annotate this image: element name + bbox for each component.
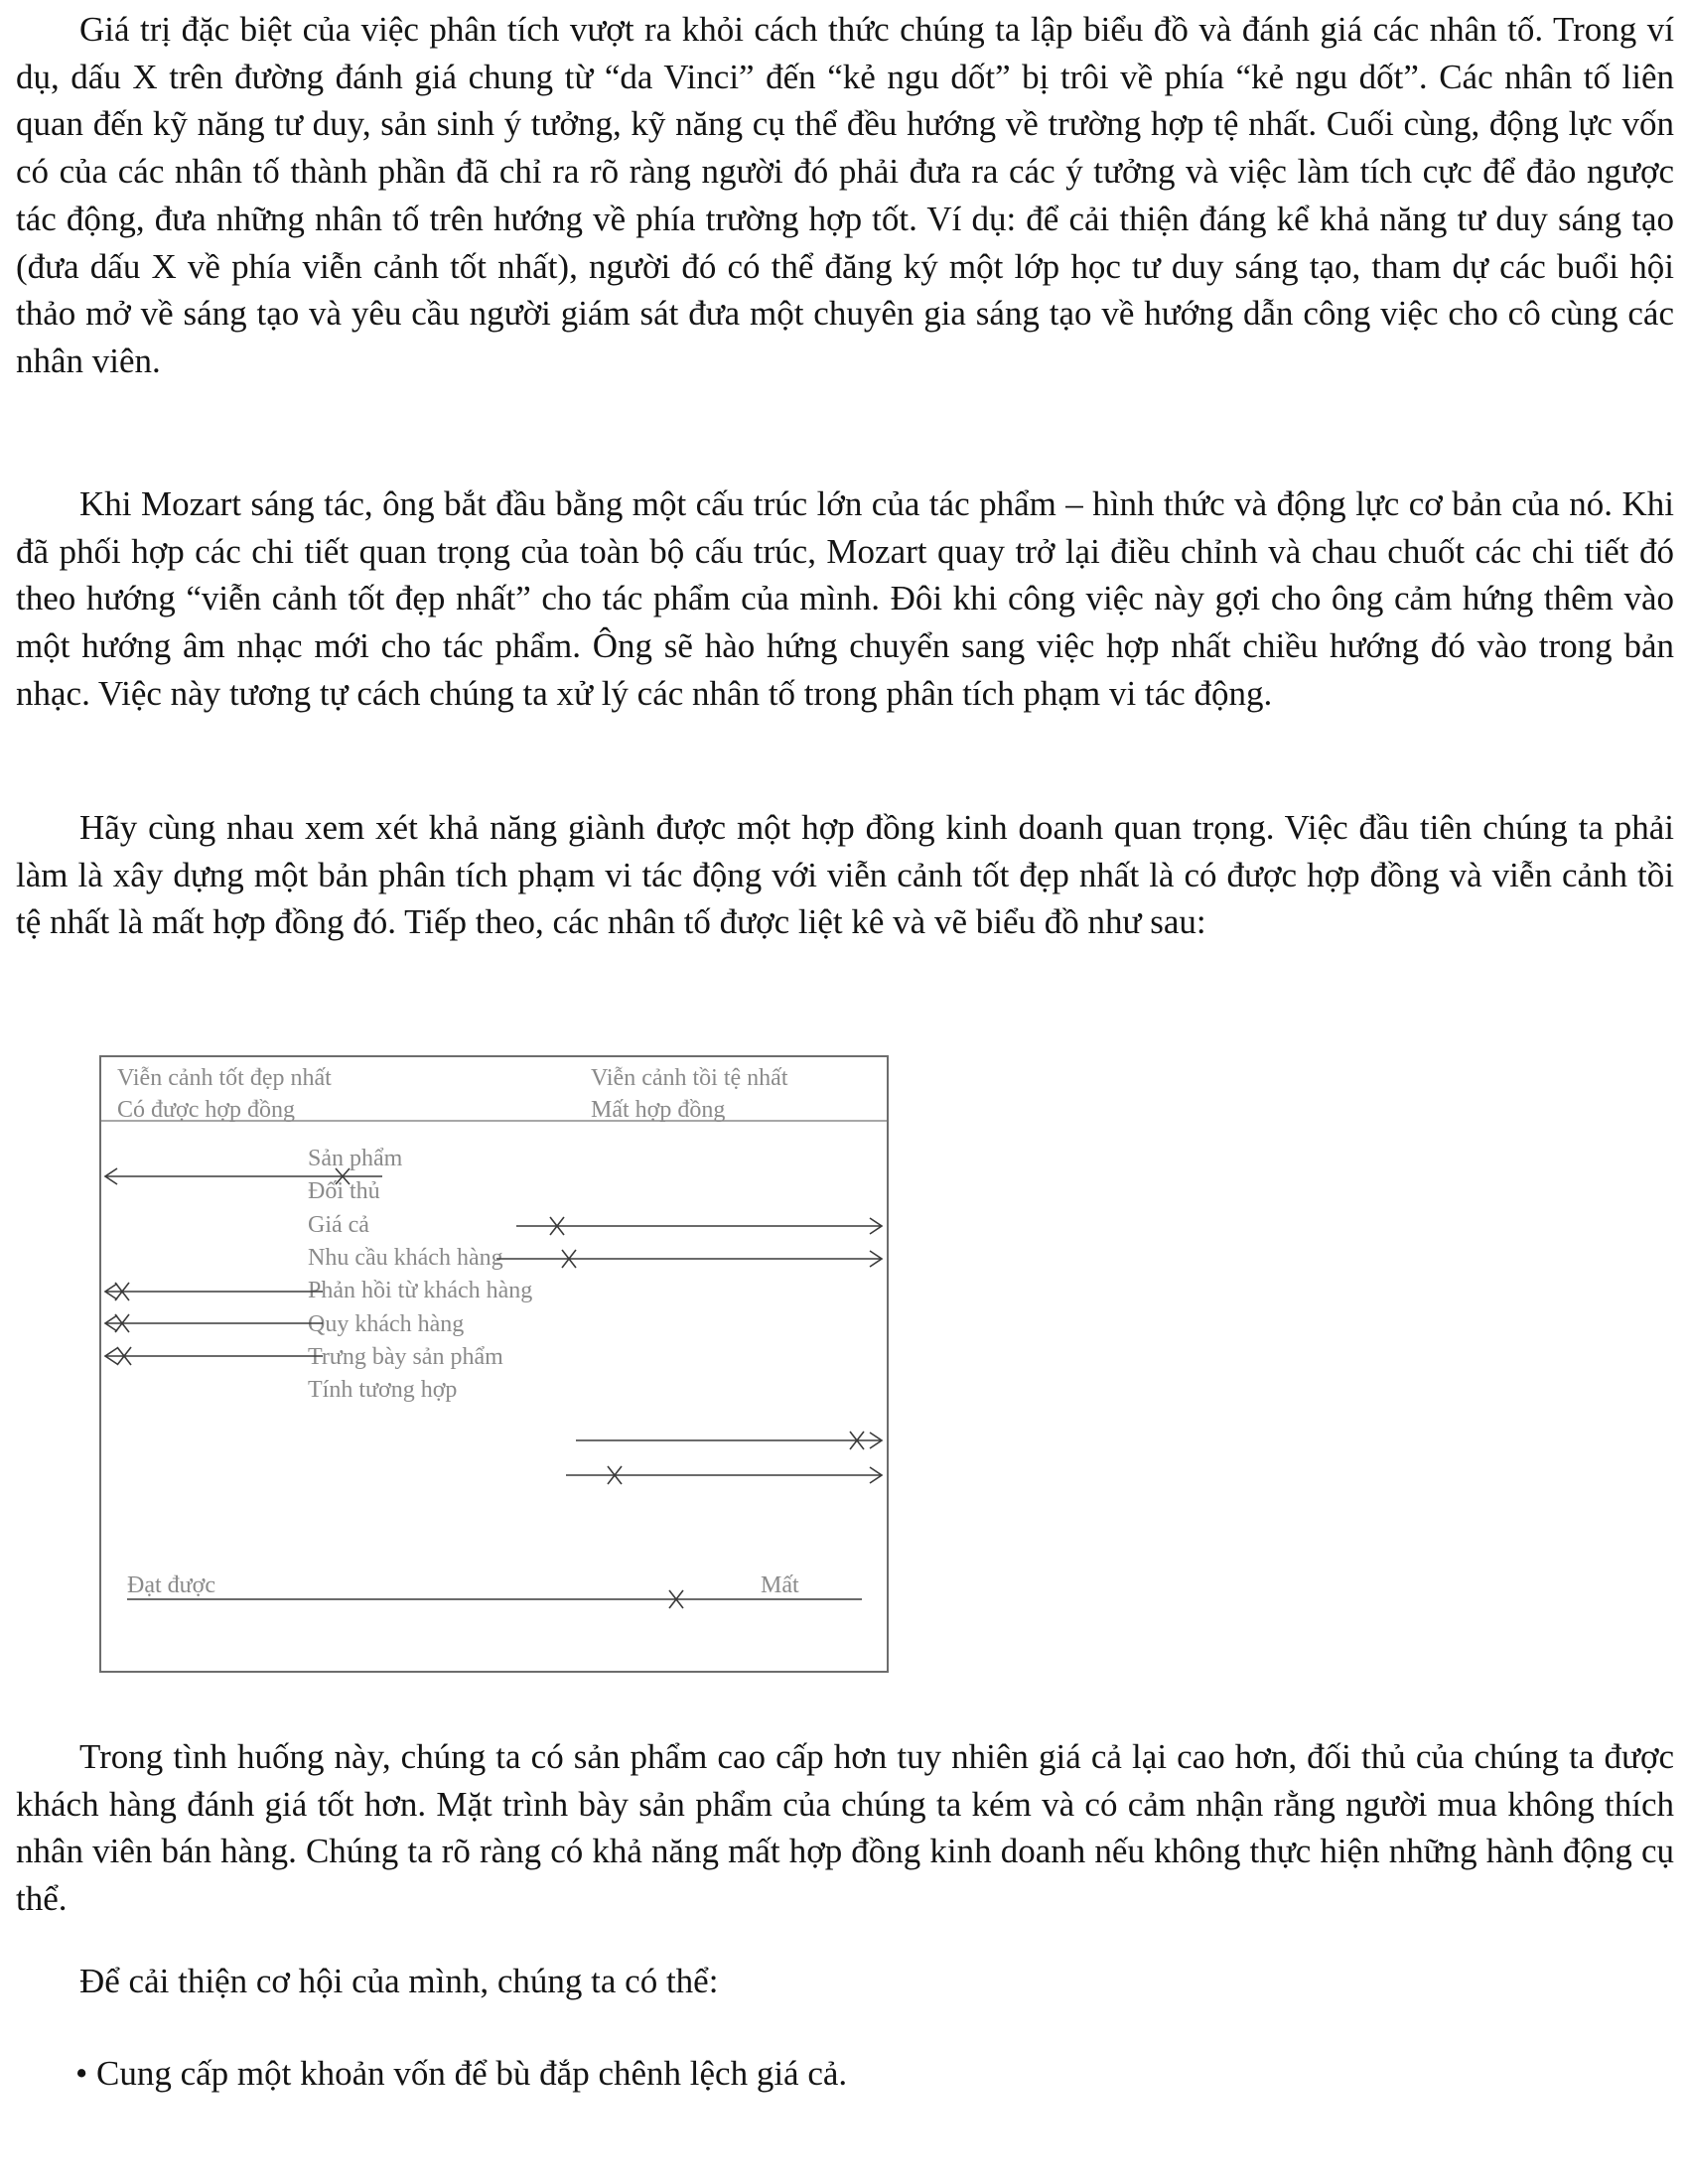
impact-range-diagram-svg	[99, 1055, 889, 1673]
factor-label-nhu-cau-khach-hang: Nhu cầu khách hàng	[308, 1245, 503, 1271]
paragraph-2: Khi Mozart sáng tác, ông bắt đầu bằng một cấu trúc lớn của tác phẩm – hình thức và động lực cơ bản của nó. Khi đã phối hợp các chi tiết quan trọng của toàn bộ cấu trúc, Mozart quay trở lại điều chỉnh và chau chuốt các chi tiết đó theo hướng “viễn cảnh tốt đẹp nhất” cho tác phẩm của mình. Đôi khi công việc này gợi cho ông cảm hứng thêm vào một hướng âm nhạc mới cho tác phẩm. Ông sẽ hào hứng chuyển sang việc hợp nhất chiều hướng đó vào trong bản nhạc. Việc này tương tự cách chúng ta xử lý các nhân tố trong phân tích phạm vi tác động.	[16, 484, 1674, 713]
paragraph-4: Trong tình huống này, chúng ta có sản phẩm cao cấp hơn tuy nhiên giá cả lại cao hơn, đối thủ của chúng ta được khách hàng đánh giá tốt hơn. Mặt trình bày sản phẩm của chúng ta kém và có cảm nhận rằng người mua không thích nhân viên bán hàng. Chúng ta rõ ràng có khả năng mất hợp đồng kinh doanh nếu không thực hiện những hành động cụ thể.	[16, 1737, 1674, 1919]
best-case-subtitle: Có được hợp đồng	[117, 1097, 296, 1123]
paragraph-3: Hãy cùng nhau xem xét khả năng giành được một hợp đồng kinh doanh quan trọng. Việc đầu tiên chúng ta phải làm là xây dựng một bản phân tích phạm vi tác động với viễn cảnh tốt đẹp nhất là có được hợp đồng và viễn cảnh tồi tệ nhất là mất hợp đồng đó. Tiếp theo, các nhân tố được liệt kê và vẽ biểu đồ như sau:	[16, 808, 1674, 942]
best-case-title: Viễn cảnh tốt đẹp nhất	[117, 1065, 332, 1091]
paragraph-5: Để cải thiện cơ hội của mình, chúng ta có thể:	[79, 1962, 719, 2000]
paragraph-1: Giá trị đặc biệt của việc phân tích vượt ra khỏi cách thức chúng ta lập biểu đồ và đánh giá các nhân tố. Trong ví dụ, dấu X trên đường đánh giá chung từ “da Vinci” đến “kẻ ngu dốt” bị trôi về phía “kẻ ngu dốt”. Các nhân tố liên quan đến kỹ năng tư duy, sản sinh ý tưởng, kỹ năng cụ thể đều hướng về trường hợp tệ nhất. Cuối cùng, động lực vốn có của các nhân tố thành phần đã chỉ ra rõ ràng người đó phải đưa ra các ý tưởng và việc làm tích cực để đảo ngược tác động, đưa những nhân tố trên hướng về phía trường hợp tốt. Ví dụ: để cải thiện đáng kể khả năng tư duy sáng tạo (đưa dấu X về phía viễn cảnh tốt nhất), người đó có thể đăng ký một lớp học tư duy sáng tạo, tham dự các buổi hội thảo mở về sáng tạo và yêu cầu người giám sát đưa một chuyên gia sáng tạo về hướng dẫn công việc cho cô cùng các nhân viên.	[16, 10, 1674, 380]
overall-left-label: Đạt được	[127, 1572, 216, 1598]
factor-label-tinh-tuong-hop: Tính tương hợp	[308, 1377, 458, 1403]
worst-case-subtitle: Mất hợp đồng	[591, 1097, 726, 1123]
factor-label-doi-thu: Đối thủ	[308, 1178, 380, 1204]
factor-label-trung-bay-san-pham: Trưng bày sản phẩm	[308, 1344, 503, 1370]
factor-label-san-pham: Sản phẩm	[308, 1146, 403, 1171]
factor-label-quy-khach-hang: Quy khách hàng	[308, 1311, 465, 1337]
overall-right-label: Mất	[761, 1572, 799, 1598]
impact-range-diagram	[99, 1055, 889, 1673]
bullet-item-1: • Cung cấp một khoản vốn để bù đắp chênh lệch giá cả.	[75, 2054, 848, 2093]
factor-label-gia-ca: Giá cả	[308, 1212, 369, 1238]
worst-case-title: Viễn cảnh tồi tệ nhất	[591, 1065, 788, 1091]
factor-label-phan-hoi-khach-hang: Phản hồi từ khách hàng	[308, 1278, 533, 1303]
